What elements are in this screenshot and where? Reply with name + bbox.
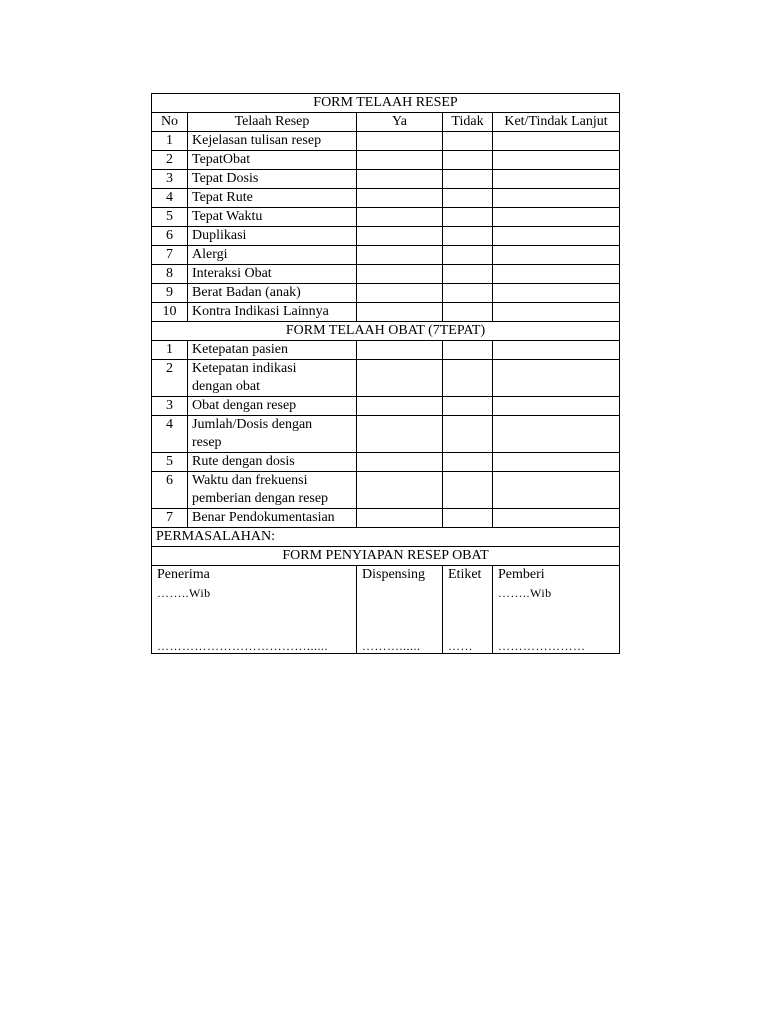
row-item-label [188,416,357,453]
tidak-checkbox-cell[interactable] [443,265,493,284]
tidak-checkbox-cell[interactable] [443,453,493,472]
pemberi-cell[interactable] [493,566,620,654]
row-item-line: Waktu dan frekuensi [192,473,308,488]
table-row [152,284,620,303]
ya-checkbox-cell[interactable] [357,303,443,322]
row-number: 3 [152,397,188,416]
ya-checkbox-cell[interactable] [357,341,443,360]
row-number: 5 [152,453,188,472]
table-row [152,509,620,528]
dispensing-signature-line: ………...... [362,639,421,653]
row-item-label [188,360,357,397]
table-row [152,227,620,246]
pemberi-signature-line: ………………… [498,639,586,653]
tidak-checkbox-cell[interactable] [443,189,493,208]
row-item-line: Rute dengan dosis [192,454,295,469]
keterangan-cell[interactable] [493,472,620,509]
row-item-line: Ketepatan indikasi [192,361,297,376]
ya-checkbox-cell[interactable] [357,397,443,416]
ya-checkbox-cell[interactable] [357,151,443,170]
table-row [152,170,620,189]
row-item-label [188,472,357,509]
ya-checkbox-cell[interactable] [357,189,443,208]
table-row [152,189,620,208]
tidak-checkbox-cell[interactable] [443,397,493,416]
header-row [152,113,620,132]
row-item-label [188,453,357,472]
tidak-checkbox-cell[interactable] [443,227,493,246]
table-row [152,453,620,472]
row-number: 4 [152,416,188,453]
tidak-checkbox-cell[interactable] [443,416,493,453]
tidak-checkbox-cell[interactable] [443,151,493,170]
penerima-signature-line: ………………………………...... [157,639,328,653]
row-item-line: dengan obat [192,379,261,394]
row-number: 3 [152,170,188,189]
row-item-label: Interaksi Obat [188,265,357,284]
row-item-label [188,509,357,528]
tidak-checkbox-cell[interactable] [443,284,493,303]
table-row [152,472,620,509]
ya-checkbox-cell[interactable] [357,132,443,151]
ya-checkbox-cell[interactable] [357,509,443,528]
table-row [152,341,620,360]
penerima-cell[interactable] [152,566,357,654]
tidak-checkbox-cell[interactable] [443,341,493,360]
tidak-checkbox-cell[interactable] [443,170,493,189]
dispensing-cell[interactable] [357,566,443,654]
keterangan-cell[interactable] [493,284,620,303]
header-tidak: Tidak [443,113,493,132]
row-item-line: Jumlah/Dosis dengan [192,417,313,432]
keterangan-cell[interactable] [493,397,620,416]
row-number: 4 [152,189,188,208]
telaah-resep-form [151,93,620,654]
row-item-label: TepatObat [188,151,357,170]
penyiapan-section-title: FORM PENYIAPAN RESEP OBAT [152,547,620,566]
table-row [152,151,620,170]
row-number: 6 [152,472,188,509]
row-number: 1 [152,341,188,360]
keterangan-cell[interactable] [493,265,620,284]
ya-checkbox-cell[interactable] [357,416,443,453]
ya-checkbox-cell[interactable] [357,208,443,227]
ya-checkbox-cell[interactable] [357,227,443,246]
row-number: 1 [152,132,188,151]
table-row [152,360,620,397]
keterangan-cell[interactable] [493,189,620,208]
ya-checkbox-cell[interactable] [357,170,443,189]
row-item-label: Kejelasan tulisan resep [188,132,357,151]
row-item-line: Benar Pendokumentasian [192,510,335,525]
keterangan-cell[interactable] [493,416,620,453]
table-row [152,132,620,151]
header-no: No [152,113,188,132]
keterangan-cell[interactable] [493,360,620,397]
header-ya: Ya [357,113,443,132]
penerima-label: Penerima [157,567,210,582]
pemberi-wib: ……..Wib [498,586,552,600]
row-number: 5 [152,208,188,227]
ya-checkbox-cell[interactable] [357,472,443,509]
keterangan-cell[interactable] [493,208,620,227]
obat-section-row [152,322,620,341]
row-item-label: Berat Badan (anak) [188,284,357,303]
header-telaah-resep: Telaah Resep [188,113,357,132]
table-row [152,397,620,416]
row-item-label [188,397,357,416]
ya-checkbox-cell[interactable] [357,284,443,303]
row-item-label: Tepat Waktu [188,208,357,227]
keterangan-cell[interactable] [493,170,620,189]
dispensing-label: Dispensing [362,567,425,582]
row-item-line: resep [192,435,222,450]
row-number: 7 [152,246,188,265]
row-item-label [188,341,357,360]
row-number: 10 [152,303,188,322]
row-item-line: Ketepatan pasien [192,342,289,357]
keterangan-cell[interactable] [493,341,620,360]
keterangan-cell[interactable] [493,453,620,472]
etiket-label: Etiket [448,567,482,582]
row-item-label: Tepat Rute [188,189,357,208]
etiket-cell[interactable] [443,566,493,654]
keterangan-cell[interactable] [493,303,620,322]
permasalahan-label[interactable]: PERMASALAHAN: [152,528,620,547]
row-item-label: Kontra Indikasi Lainnya [188,303,357,322]
ya-checkbox-cell[interactable] [357,265,443,284]
row-item-line: Obat dengan resep [192,398,297,413]
etiket-signature-line: …… [448,639,473,653]
row-number: 2 [152,360,188,397]
keterangan-cell[interactable] [493,151,620,170]
tidak-checkbox-cell[interactable] [443,303,493,322]
form-title: FORM TELAAH RESEP [152,94,620,113]
table-row [152,208,620,227]
row-item-label: Duplikasi [188,227,357,246]
tidak-checkbox-cell[interactable] [443,472,493,509]
keterangan-cell[interactable] [493,246,620,265]
tidak-checkbox-cell[interactable] [443,132,493,151]
row-item-label: Alergi [188,246,357,265]
header-ket-tindak-lanjut: Ket/Tindak Lanjut [493,113,620,132]
table-row [152,265,620,284]
ya-checkbox-cell[interactable] [357,360,443,397]
ya-checkbox-cell[interactable] [357,246,443,265]
obat-section-title: FORM TELAAH OBAT (7TEPAT) [152,322,620,341]
row-number: 2 [152,151,188,170]
tidak-checkbox-cell[interactable] [443,246,493,265]
keterangan-cell[interactable] [493,132,620,151]
keterangan-cell[interactable] [493,509,620,528]
table-row [152,246,620,265]
table-row [152,416,620,453]
row-number: 6 [152,227,188,246]
tidak-checkbox-cell[interactable] [443,509,493,528]
keterangan-cell[interactable] [493,227,620,246]
pemberi-label: Pemberi [498,567,545,582]
tidak-checkbox-cell[interactable] [443,360,493,397]
table-row [152,303,620,322]
row-number: 7 [152,509,188,528]
ya-checkbox-cell[interactable] [357,453,443,472]
row-item-label: Tepat Dosis [188,170,357,189]
penyiapan-section-row [152,547,620,566]
row-number: 8 [152,265,188,284]
row-number: 9 [152,284,188,303]
penyiapan-signature-row [152,566,620,654]
form-title-row [152,94,620,113]
permasalahan-row [152,528,620,547]
tidak-checkbox-cell[interactable] [443,208,493,227]
row-item-line: pemberian dengan resep [192,491,329,506]
penerima-wib: ……..Wib [157,586,211,600]
